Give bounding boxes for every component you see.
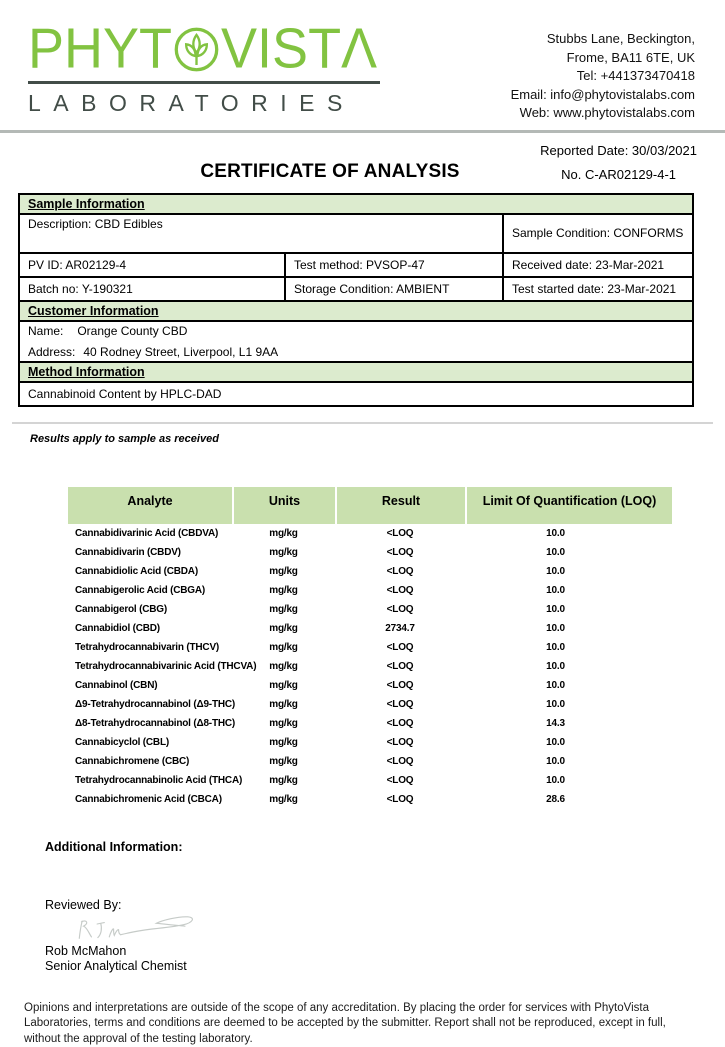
units-value: mg/kg — [232, 566, 335, 577]
units-column-header: Units — [232, 487, 335, 524]
result-value: 2734.7 — [335, 623, 465, 634]
pv-id-row — [19, 253, 693, 277]
units-value: mg/kg — [232, 699, 335, 710]
sample-description: Description: CBD Edibles — [19, 214, 503, 253]
title-row — [0, 137, 725, 193]
loq-value: 10.0 — [465, 566, 672, 577]
loq-value: 28.6 — [465, 794, 672, 805]
results-table-header — [68, 487, 672, 524]
result-value: <LOQ — [335, 585, 465, 596]
loq-value: 10.0 — [465, 737, 672, 748]
analyte-name: Δ8-Tetrahydrocannabinol (Δ8-THC) — [68, 718, 232, 729]
customer-address-value: 40 Rodney Street, Liverpool, L1 9AA — [83, 345, 278, 359]
phytovista-logo — [28, 22, 380, 123]
contact-email: Email: info@phytovistalabs.com — [511, 86, 695, 105]
method-information-bar — [19, 362, 693, 382]
customer-name-label: Name: — [28, 324, 63, 338]
signature-image — [45, 914, 235, 944]
result-value: <LOQ — [335, 680, 465, 691]
result-value: <LOQ — [335, 775, 465, 786]
units-value: mg/kg — [232, 604, 335, 615]
analyte-name: Cannabigerolic Acid (CBGA) — [68, 585, 232, 596]
analyte-name: Cannabinol (CBN) — [68, 680, 232, 691]
batch-no: Batch no: Y-190321 — [19, 277, 285, 301]
results-note: Results apply to sample as received — [30, 433, 725, 445]
analyte-name: Tetrahydrocannabivarinic Acid (THCVA) — [68, 661, 232, 672]
analyte-name: Δ9-Tetrahydrocannabinol (Δ9-THC) — [68, 699, 232, 710]
loq-value: 10.0 — [465, 547, 672, 558]
result-value: <LOQ — [335, 794, 465, 805]
information-table — [18, 193, 694, 407]
additional-information-label: Additional Information: — [45, 840, 725, 854]
results-table — [68, 487, 672, 809]
sample-condition: Sample Condition: CONFORMS — [503, 214, 693, 253]
lab-contact-block — [511, 30, 695, 123]
received-date: Received date: 23-Mar-2021 — [503, 253, 693, 277]
customer-row — [19, 321, 693, 362]
result-value: <LOQ — [335, 547, 465, 558]
result-value: <LOQ — [335, 699, 465, 710]
footer-disclaimer: Opinions and interpretations are outside of the scope of any accreditation. By placing the order for services with PhytoVista Laboratories, terms and conditions are deemed to be accepted by the submitter. Report shall not be reproduced, except in full, without the approval of the testing laboratory. — [24, 1001, 684, 1047]
logo-text-part2: VISTΛ — [221, 21, 377, 77]
analyte-name: Cannabichromenic Acid (CBCA) — [68, 794, 232, 805]
result-column-header: Result — [335, 487, 465, 524]
units-value: mg/kg — [232, 680, 335, 691]
result-value: <LOQ — [335, 718, 465, 729]
results-table-body — [68, 524, 672, 809]
contact-tel: Tel: +441373470418 — [511, 67, 695, 86]
units-value: mg/kg — [232, 623, 335, 634]
test-started-date: Test started date: 23-Mar-2021 — [503, 277, 693, 301]
loq-value: 14.3 — [465, 718, 672, 729]
units-value: mg/kg — [232, 718, 335, 729]
contact-address-line1: Stubbs Lane, Beckington, — [511, 30, 695, 49]
method-row — [19, 382, 693, 406]
report-meta — [540, 143, 697, 182]
results-table-row — [68, 771, 672, 790]
customer-name-value: Orange County CBD — [77, 324, 187, 338]
results-table-row — [68, 524, 672, 543]
units-value: mg/kg — [232, 794, 335, 805]
reviewer-name: Rob McMahon — [45, 944, 725, 959]
results-table-row — [68, 638, 672, 657]
header-divider — [0, 130, 725, 133]
results-table-row — [68, 752, 672, 771]
logo-subtitle: LABORATORIES — [28, 90, 380, 117]
units-value: mg/kg — [232, 661, 335, 672]
document-title: CERTIFICATE OF ANALYSIS — [0, 161, 660, 183]
storage-condition: Storage Condition: AMBIENT — [285, 277, 503, 301]
reviewer-title: Senior Analytical Chemist — [45, 959, 725, 974]
results-table-row — [68, 600, 672, 619]
logo-divider — [28, 81, 380, 84]
method-description: Cannabinoid Content by HPLC-DAD — [19, 382, 693, 406]
customer-name-line — [28, 324, 684, 338]
description-row — [19, 214, 693, 253]
loq-value: 10.0 — [465, 699, 672, 710]
results-table-row — [68, 581, 672, 600]
result-value: <LOQ — [335, 737, 465, 748]
units-value: mg/kg — [232, 756, 335, 767]
contact-web: Web: www.phytovistalabs.com — [511, 104, 695, 123]
units-value: mg/kg — [232, 528, 335, 539]
units-value: mg/kg — [232, 547, 335, 558]
results-table-row — [68, 619, 672, 638]
loq-value: 10.0 — [465, 585, 672, 596]
analyte-name: Tetrahydrocannabivarin (THCV) — [68, 642, 232, 653]
units-value: mg/kg — [232, 737, 335, 748]
results-table-row — [68, 562, 672, 581]
results-table-row — [68, 543, 672, 562]
results-table-row — [68, 695, 672, 714]
loq-value: 10.0 — [465, 604, 672, 615]
customer-address-label: Address: — [28, 345, 75, 359]
units-value: mg/kg — [232, 642, 335, 653]
loq-value: 10.0 — [465, 680, 672, 691]
analyte-name: Cannabidivarinic Acid (CBDVA) — [68, 528, 232, 539]
loq-column-header: Limit Of Quantification (LOQ) — [465, 487, 672, 524]
result-value: <LOQ — [335, 528, 465, 539]
loq-value: 10.0 — [465, 775, 672, 786]
analyte-name: Cannabichromene (CBC) — [68, 756, 232, 767]
sample-information-title: Sample Information — [28, 197, 145, 211]
result-value: <LOQ — [335, 642, 465, 653]
results-table-row — [68, 676, 672, 695]
loq-value: 10.0 — [465, 642, 672, 653]
result-value: <LOQ — [335, 756, 465, 767]
units-value: mg/kg — [232, 775, 335, 786]
results-table-row — [68, 714, 672, 733]
analyte-name: Cannabigerol (CBG) — [68, 604, 232, 615]
leaf-circle-icon — [173, 26, 220, 73]
loq-value: 10.0 — [465, 756, 672, 767]
pv-id: PV ID: AR02129-4 — [19, 253, 285, 277]
batch-row — [19, 277, 693, 301]
logo-wordmark — [28, 22, 380, 76]
analyte-column-header: Analyte — [68, 487, 232, 524]
contact-address-line2: Frome, BA11 6TE, UK — [511, 49, 695, 68]
section-divider — [12, 422, 713, 424]
sample-information-bar — [19, 194, 693, 214]
analyte-name: Tetrahydrocannabinolic Acid (THCA) — [68, 775, 232, 786]
result-value: <LOQ — [335, 661, 465, 672]
analyte-name: Cannabidiolic Acid (CBDA) — [68, 566, 232, 577]
logo-text-part1: PHYT — [28, 21, 172, 77]
loq-value: 10.0 — [465, 661, 672, 672]
customer-address-line — [28, 345, 684, 359]
analyte-name: Cannabicyclol (CBL) — [68, 737, 232, 748]
results-table-row — [68, 733, 672, 752]
page-header — [0, 0, 725, 123]
reported-date: Reported Date: 30/03/2021 — [540, 143, 697, 158]
result-value: <LOQ — [335, 604, 465, 615]
results-table-row — [68, 790, 672, 809]
analyte-name: Cannabidiol (CBD) — [68, 623, 232, 634]
test-method: Test method: PVSOP-47 — [285, 253, 503, 277]
result-value: <LOQ — [335, 566, 465, 577]
units-value: mg/kg — [232, 585, 335, 596]
results-table-row — [68, 657, 672, 676]
report-number: No. C-AR02129-4-1 — [540, 167, 697, 182]
loq-value: 10.0 — [465, 623, 672, 634]
reviewed-by-label: Reviewed By: — [45, 898, 725, 912]
customer-information-bar — [19, 301, 693, 321]
method-information-title: Method Information — [28, 365, 145, 379]
loq-value: 10.0 — [465, 528, 672, 539]
analyte-name: Cannabidivarin (CBDV) — [68, 547, 232, 558]
customer-information-title: Customer Information — [28, 304, 159, 318]
